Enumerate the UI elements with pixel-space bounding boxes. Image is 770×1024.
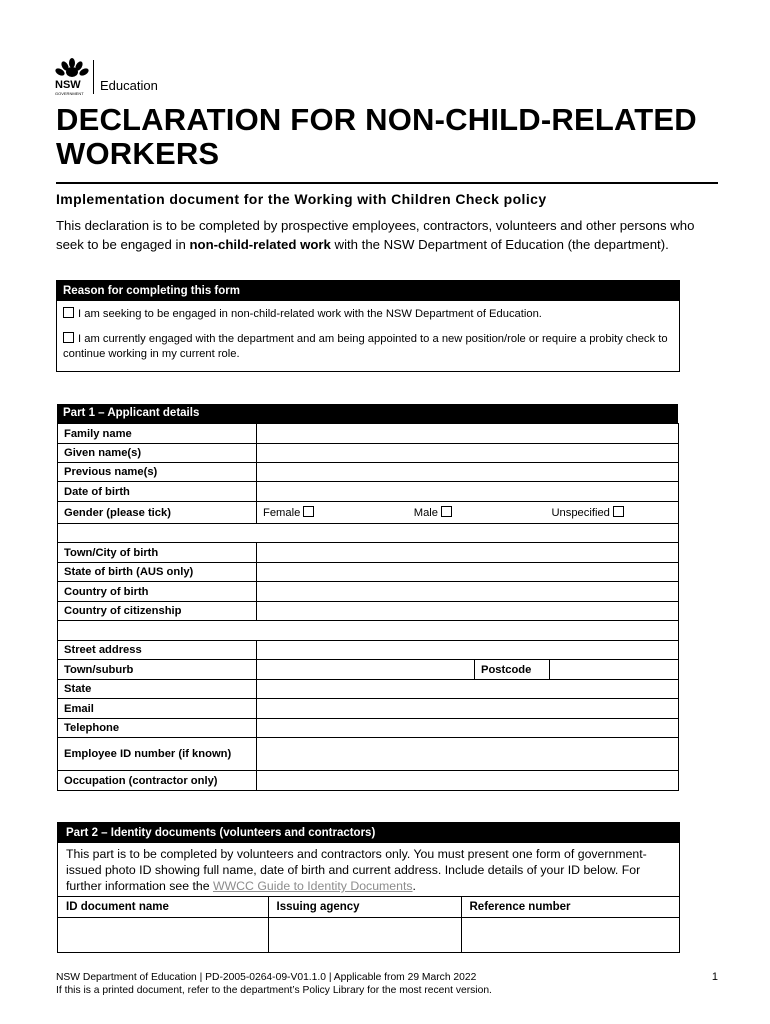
id-document-name-header: ID document name — [58, 897, 268, 918]
occupation-label: Occupation (contractor only) — [58, 771, 257, 791]
part2-description — [58, 843, 679, 896]
applicant-details-table — [57, 423, 679, 791]
table-row — [58, 699, 679, 719]
table-row — [58, 463, 679, 482]
gender-label: Gender (please tick) — [58, 502, 257, 524]
given-names-label: Given name(s) — [58, 444, 257, 463]
email-field[interactable] — [257, 699, 679, 719]
footer-line-2: If this is a printed document, refer to the department’s Policy Library for the most recent version. — [56, 985, 492, 996]
telephone-label: Telephone — [58, 719, 257, 738]
state-label: State — [58, 680, 257, 699]
government-logo-text: GOVERNMENT — [55, 91, 84, 96]
gender-female-label: Female — [263, 507, 301, 519]
document-title: DECLARATION FOR NON-CHILD-RELATED WORKERS — [56, 102, 697, 171]
street-address-field[interactable] — [257, 641, 679, 660]
telephone-field[interactable] — [257, 719, 679, 738]
state-of-birth-label: State of birth (AUS only) — [58, 563, 257, 582]
nsw-education-logo — [55, 58, 158, 96]
table-row — [58, 424, 679, 444]
reference-number-field[interactable] — [461, 918, 679, 953]
table-row — [58, 918, 679, 953]
reason-current-checkbox[interactable] — [63, 332, 74, 343]
citizenship-field[interactable] — [257, 602, 679, 621]
reason-new-checkbox[interactable] — [63, 307, 74, 318]
table-row — [58, 719, 679, 738]
reason-option-current — [57, 332, 679, 362]
table-row — [58, 543, 679, 563]
citizenship-label: Country of citizenship — [58, 602, 257, 621]
table-row — [58, 482, 679, 502]
part2-desc-text: This part is to be completed by volunteers and contractors only. You must present one form of government-issued photo ID showing full name, date of birth and current address. Include details of your ID below. For further information see the — [66, 847, 647, 893]
title-divider — [56, 182, 718, 184]
part2-desc-end: . — [412, 879, 416, 893]
intro-text-before: This declaration is to be completed by prospective employees, contractors, volunteers and other persons who seek to be engaged in — [56, 218, 695, 252]
gender-options — [257, 502, 679, 524]
country-of-birth-label: Country of birth — [58, 582, 257, 602]
postcode-label: Postcode — [475, 660, 550, 680]
part1-applicant-details — [57, 404, 678, 791]
town-of-birth-label: Town/City of birth — [58, 543, 257, 563]
family-name-label: Family name — [58, 424, 257, 444]
employee-id-label: Employee ID number (if known) — [58, 738, 257, 771]
female-checkbox[interactable] — [303, 506, 314, 517]
table-row — [58, 641, 679, 660]
family-name-field[interactable] — [257, 424, 679, 444]
id-document-name-field[interactable] — [58, 918, 268, 953]
gender-unspecified-option[interactable] — [551, 506, 628, 519]
identity-documents-table — [58, 896, 679, 952]
part2-heading: Part 2 – Identity documents (volunteers and contractors) — [58, 823, 679, 843]
table-row — [58, 444, 679, 463]
part1-heading: Part 1 – Applicant details — [57, 404, 678, 423]
reason-section — [56, 280, 680, 372]
spacer-row — [58, 621, 679, 641]
table-row — [58, 738, 679, 771]
table-row — [58, 502, 679, 524]
page-footer — [56, 971, 718, 997]
reason-option-current-label: I am currently engaged with the department and am being appointed to a new position/role or require a probity check to continue working in my current role. — [63, 333, 668, 360]
issuing-agency-header: Issuing agency — [268, 897, 461, 918]
table-row — [58, 680, 679, 699]
reference-number-header: Reference number — [461, 897, 679, 918]
intro-text-after: with the NSW Department of Education (the department). — [330, 237, 669, 252]
spacer-cell — [58, 621, 679, 641]
table-header-row — [58, 897, 679, 918]
intro-text-bold: non-child-related work — [189, 237, 331, 252]
previous-names-label: Previous name(s) — [58, 463, 257, 482]
employee-id-field[interactable] — [257, 738, 679, 771]
spacer-row — [58, 524, 679, 543]
logo-department: Education — [100, 77, 158, 93]
gender-male-label: Male — [413, 507, 438, 519]
waratah-logo-icon — [55, 58, 89, 96]
reason-option-new — [57, 307, 679, 322]
reason-option-new-label: I am seeking to be engaged in non-child-related work with the NSW Department of Education. — [78, 308, 542, 320]
given-names-field[interactable] — [257, 444, 679, 463]
country-of-birth-field[interactable] — [257, 582, 679, 602]
town-of-birth-field[interactable] — [257, 543, 679, 563]
logo-divider — [93, 60, 94, 94]
gender-male-option[interactable] — [414, 506, 456, 519]
spacer-cell — [58, 524, 679, 543]
previous-names-field[interactable] — [257, 463, 679, 482]
occupation-field[interactable] — [257, 771, 679, 791]
table-row — [58, 771, 679, 791]
suburb-label: Town/suburb — [58, 660, 257, 680]
gender-female-option[interactable] — [263, 506, 318, 519]
reason-heading: Reason for completing this form — [57, 281, 679, 301]
wwcc-guide-link[interactable]: WWCC Guide to Identity Documents — [212, 879, 413, 893]
document-subtitle: Implementation document for the Working with Children Check policy — [56, 191, 547, 207]
issuing-agency-field[interactable] — [268, 918, 461, 953]
postcode-field[interactable] — [550, 660, 679, 680]
nsw-logo-text: NSW — [55, 79, 81, 91]
street-address-label: Street address — [58, 641, 257, 660]
email-label: Email — [58, 699, 257, 719]
dob-field[interactable] — [257, 482, 679, 502]
footer-line-1: NSW Department of Education | PD-2005-0264-09-V01.1.0 | Applicable from 29 March 2022 — [56, 972, 477, 983]
state-of-birth-field[interactable] — [257, 563, 679, 582]
dob-label: Date of birth — [58, 482, 257, 502]
table-row — [58, 563, 679, 582]
page-number: 1 — [711, 971, 718, 983]
male-checkbox[interactable] — [441, 506, 452, 517]
table-row — [58, 660, 679, 680]
suburb-field[interactable] — [257, 660, 475, 680]
intro-paragraph — [56, 216, 718, 254]
gender-unspecified-label: Unspecified — [551, 507, 610, 519]
state-field[interactable] — [257, 680, 679, 699]
table-row — [58, 582, 679, 602]
table-row — [58, 602, 679, 621]
part2-identity-documents — [57, 822, 680, 953]
unspecified-checkbox[interactable] — [613, 506, 624, 517]
